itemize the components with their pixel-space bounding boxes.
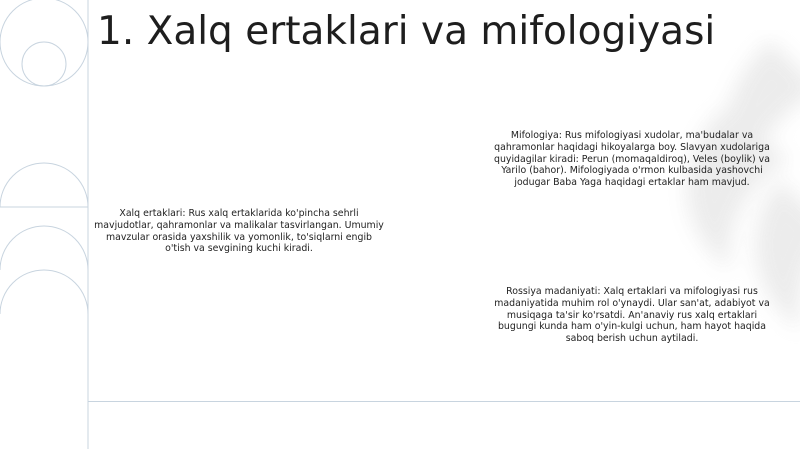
russian-culture-text: Rossiya madaniyati: Xalq ertaklari va mifologiyasi rus madaniyatida muhim rol o'ynaydi. Ular san'at, adabiyot va musiqaga ta'sir ko'rsatdi. An'anaviy rus xalq ertaklari bugungi kunda ham o'yin-kulgi uchun, ham hayot haqida saboq berish uchun aytiladi. <box>494 286 770 345</box>
decorative-arcs <box>0 0 100 449</box>
divider-line <box>88 401 800 402</box>
slide-title: 1. Xalq ertaklari va mifologiyasi <box>97 9 716 54</box>
folk-tales-text: Xalq ertaklari: Rus xalq ertaklarida ko'pincha sehrli mavjudotlar, qahramonlar va malikalar tasvirlangan. Umumiy mavzular orasida yaxshilik va yomonlik, to'siqlarni engib o'tish va sevgining kuchi kiradi. <box>94 208 384 255</box>
mythology-text: Mifologiya: Rus mifologiyasi xudolar, ma'budalar va qahramonlar haqidagi hikoyalarga boy. Slavyan xudolariga quyidagilar kiradi: Perun (momaqaldiroq), Veles (boylik) va Yarilo (bahor). Mifologiyada o'rmon kulbasida yashovchi jodugar Baba Yaga haqidagi ertaklar ham mavjud. <box>494 130 770 189</box>
